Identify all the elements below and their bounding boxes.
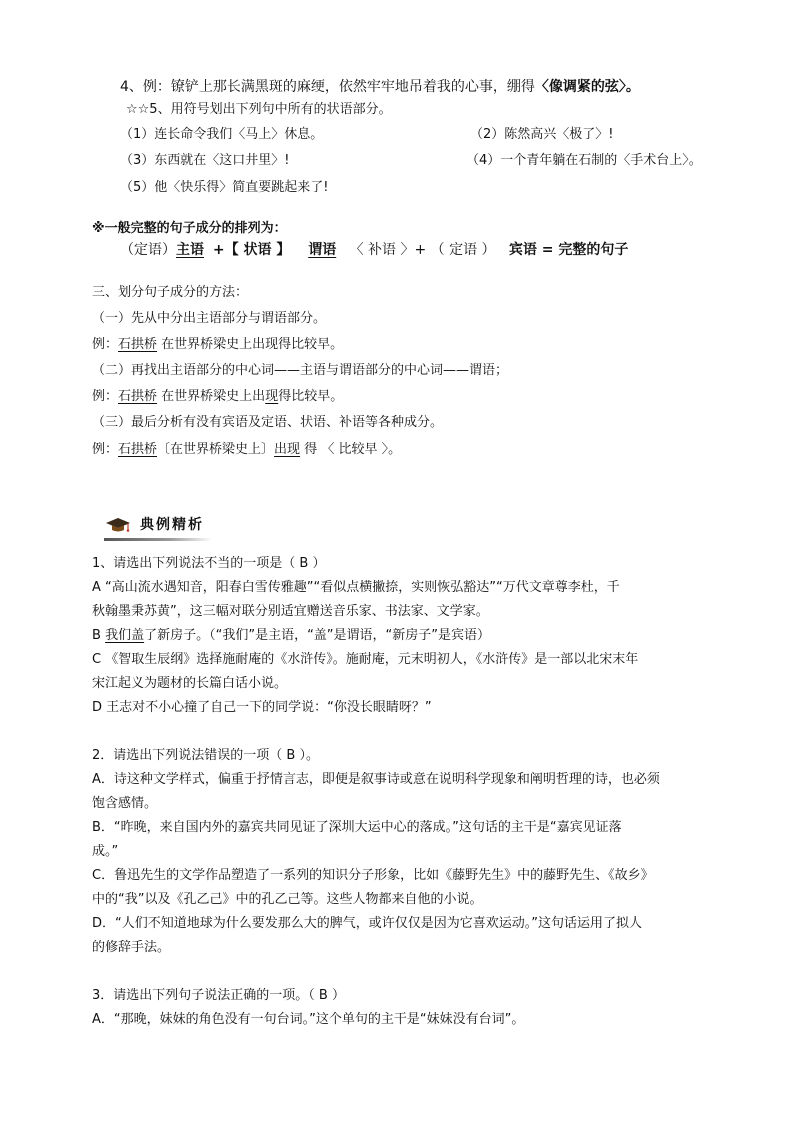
example-label: 例： bbox=[92, 442, 119, 457]
exercise-5-item-2: （2）陈然高兴〈极了〉! bbox=[470, 127, 614, 142]
example-rest: 在世界桥梁史上出现得比较早。 bbox=[157, 337, 344, 352]
example-subject: 石拱桥 bbox=[118, 442, 158, 457]
graduation-cap-icon bbox=[104, 515, 132, 535]
method-step-2: （二）再找出主语部分的中心词——主语与谓语部分的中心词——谓语； bbox=[92, 363, 509, 378]
method-step-3: （三）最后分析有没有宾语及定语、状语、补语等各种成分。 bbox=[92, 415, 444, 430]
section-title: 典例精析 bbox=[140, 517, 204, 533]
q3-stem: 3．请选出下列句子说法正确的一项。（ B ） bbox=[92, 988, 345, 1003]
q1-option-a-cont: 秋翰墨秉苏黄”，这三幅对联分别适宜赠送音乐家、书法家、文学家。 bbox=[92, 604, 489, 619]
q2-option-d-cont: 的修辞手法。 bbox=[92, 940, 171, 955]
example-4-highlight: 〈像调紧的弦〉 bbox=[534, 79, 626, 95]
method-heading: 三、划分句子成分的方法： bbox=[92, 285, 249, 300]
example-label: 例： bbox=[92, 389, 119, 404]
formula-object: 宾语 = 完整的句子 bbox=[508, 242, 629, 258]
example-adverbial: 〔在世界桥梁史上〕 bbox=[157, 442, 275, 457]
exercise-5-item-5: （5）他〈快乐得〉简直要跳起来了! bbox=[120, 180, 329, 195]
q1-option-c-cont: 宋江起义为题材的长篇白话小说。 bbox=[92, 676, 288, 691]
example-subject: 石拱桥 bbox=[118, 389, 158, 404]
formula-attribute: （定语） bbox=[120, 242, 176, 258]
q3-option-a: A．“那晚，妹妹的角色没有一句台词。”这个单句的主干是“妹妹没有台词”。 bbox=[92, 1012, 525, 1027]
formula-adverbial: +【 状语 】 bbox=[212, 242, 291, 258]
exercise-5-item-4: （4）一个青年躺在石制的〈手术台上〉。 bbox=[466, 153, 702, 168]
q1-option-a: A “高山流水遇知音，阳春白雪传雅趣”“看似点横撇捺，实则恢弘豁达”“万代文章尊李杜，千 bbox=[92, 580, 620, 595]
example-verb: 现 bbox=[265, 389, 279, 404]
formula-predicate: 谓语 bbox=[308, 242, 337, 258]
q1-stem: 1、请选出下列说法不当的一项是（ B ） bbox=[92, 556, 326, 571]
method-example-1 bbox=[92, 336, 343, 354]
example-middle: 在世界桥梁史上出 bbox=[157, 389, 266, 404]
option-verb: 盖 bbox=[131, 628, 145, 643]
q2-option-a-cont: 饱含感情。 bbox=[92, 796, 158, 811]
example-subject: 石拱桥 bbox=[118, 337, 158, 352]
method-example-3 bbox=[92, 441, 401, 459]
q2-option-a: A．诗这种文学样式，偏重于抒情言志，即便是叙事诗或意在说明科学现象和阐明哲理的诗，也必须 bbox=[92, 772, 660, 787]
example-label: 例： bbox=[92, 337, 119, 352]
q1-option-d: D 王志对不小心撞了自己一下的同学说：“你没长眼睛呀？” bbox=[92, 700, 432, 715]
option-letter: B bbox=[92, 628, 106, 643]
q2-option-b: B．“昨晚，来自国内外的嘉宾共同见证了深圳大运中心的落成。”这句话的主干是“嘉宾见证落 bbox=[92, 820, 622, 835]
q2-option-b-cont: 成。” bbox=[92, 844, 119, 859]
formula-complement: 〈 补语 〉+ （ 定语 ） bbox=[349, 242, 496, 258]
q2-option-c: C．鲁迅先生的文学作品塑造了一系列的知识分子形象，比如《藤野先生》中的藤野先生、《故乡》 bbox=[92, 868, 654, 883]
q2-option-c-cont: 中的“我”以及《孔乙己》中的孔乙己等。这些人物都来自他的小说。 bbox=[92, 892, 483, 907]
section-divider bbox=[104, 538, 212, 541]
order-heading: ※一般完整的句子成分的排列为： bbox=[92, 221, 287, 236]
example-rest: 得 〈 比较早 〉。 bbox=[300, 442, 402, 457]
q2-stem: 2．请选出下列说法错误的一项（ B ）。 bbox=[92, 748, 319, 763]
exercise-5-title: ☆☆5、用符号划出下列句中所有的状语部分。 bbox=[126, 102, 392, 117]
order-formula bbox=[120, 241, 628, 259]
method-step-1: （一）先从中分出主语部分与谓语部分。 bbox=[92, 311, 327, 326]
exercise-5-item-1: （1）连长命令我们〈马上〉休息。 bbox=[120, 127, 324, 142]
formula-subject: 主语 bbox=[176, 242, 204, 258]
example-4-text: 4、例：镣铲上那长满黑斑的麻绠，依然牢牢地吊着我的心事，绷得 bbox=[120, 79, 535, 95]
example-4-suffix: 。 bbox=[625, 79, 640, 95]
example-rest: 得比较早。 bbox=[278, 389, 344, 404]
method-example-2 bbox=[92, 388, 343, 406]
option-rest: 了新房子。（“我们”是主语，“盖”是谓语，“新房子”是宾语） bbox=[144, 628, 491, 643]
example-4 bbox=[120, 78, 640, 96]
q1-option-b bbox=[92, 627, 490, 645]
option-subject: 我们 bbox=[105, 628, 132, 643]
q2-option-d: D．“人们不知道地球为什么要发那么大的脾气，或许仅仅是因为它喜欢运动。”这句话运用了拟人 bbox=[92, 916, 642, 931]
example-verb: 出现 bbox=[274, 442, 301, 457]
q1-option-c: C 《智取生辰纲》选择施耐庵的《水浒传》。施耐庵，元末明初人，《水浒传》是一部以北宋末年 bbox=[92, 652, 639, 667]
exercise-5-item-3: （3）东西就在〈这口井里〉! bbox=[120, 153, 290, 168]
